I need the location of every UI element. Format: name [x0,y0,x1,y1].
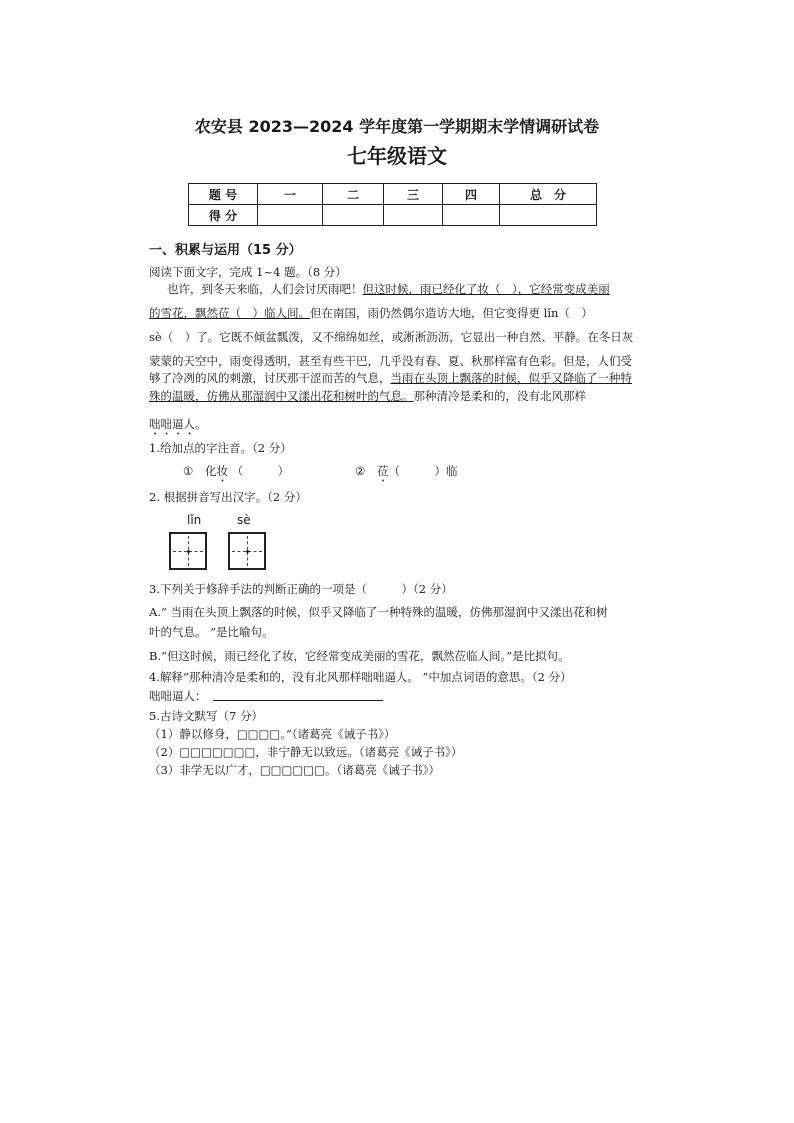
tianzige-grid-2[interactable] [228,532,266,570]
question-1-item-a [183,463,289,485]
item-number: ② [355,464,366,478]
passage-text: 但在南国，雨仍然偶尔造访大地，但它变得更 lǐn（ ） [310,306,593,320]
passage-line [149,416,207,438]
score-box[interactable] [258,205,323,226]
grid-center-dot [246,550,249,553]
score-cell-part4: 四 [443,184,500,205]
question-4-stem: 4.解释“那种清冷是柔和的，没有北风那样咄咄逼人。 ”中加点词语的意思。（2 分） [149,670,572,684]
item-number: ① [183,464,194,478]
score-box[interactable] [443,205,500,226]
question-1-item-b [355,463,457,485]
score-table [188,183,597,226]
section-heading: 一、积累与运用（15 分） [149,243,302,258]
pinyin-label: sè [237,513,251,527]
score-cell-label: 题 号 [189,184,258,205]
score-cell-part3: 三 [384,184,443,205]
score-table-header-row [189,184,597,205]
question-5-line-2[interactable]: （2）□□□□□□□，非宁静无以致远。（诸葛亮《诫子书》） [149,745,463,759]
passage-text: 够了冷冽的风的刺激，讨厌那干涩而苦的气息， [149,371,391,385]
pinyin-label: lǐn [187,513,202,527]
passage-line [149,305,593,321]
question-5-line-3[interactable]: （3）非学无以广才，□□□□□□。（诸葛亮《诫子书》） [149,763,441,777]
passage-underlined-text: 殊的温暖，仿佛从那湿润中又漾出花和树叶的气息。 [149,389,414,403]
passage-text: 那种清冷是柔和的，没有北风那样 [413,389,586,403]
score-box[interactable] [323,205,384,226]
question-5-stem: 5.古诗文默写（7 分） [149,709,263,723]
item-dotted-char: 莅 [376,464,389,478]
score-table-score-row [189,205,597,226]
score-cell-part1: 一 [258,184,323,205]
tianzige-grid-1[interactable] [169,532,207,570]
passage-line [167,281,610,297]
item-dotted-char: 妆 [216,464,228,478]
exam-subtitle: 七年级语文 [347,144,447,168]
passage-line [149,370,632,386]
score-box[interactable] [384,205,443,226]
question-4-label: 咄咄逼人： [149,689,207,703]
question-4-answer-line[interactable] [213,699,383,701]
passage-line: 蒙蒙的天空中，雨变得透明，甚至有些干巴，几乎没有春、夏、秋那样富有色彩。但是，人们受 [149,354,632,368]
answer-blank[interactable]: （ ） [231,464,290,478]
reading-intro: 阅读下面文字，完成 1~4 题。（8 分） [149,265,347,279]
exam-title: 农安县 2023—2024 学年度第一学期期末学情调研试卷 [194,117,600,136]
grid-center-dot [187,550,190,553]
passage-line [149,388,586,404]
question-2-stem: 2. 根据拼音写出汉字。（2 分） [149,490,307,504]
question-3-option-a-cont: 叶的气息。 ”是比喻句。 [149,625,274,639]
question-3-option-a[interactable]: A.“ 当雨在头顶上飘落的时候，似乎又降临了一种特殊的温暖，仿佛那湿润中又漾出花和树 [149,605,608,619]
question-5-line-1[interactable]: （1）静以修身，□□□□。”（诸葛亮《诫子书》） [149,727,396,741]
question-3-option-b[interactable]: B.“但这时候，雨已经化了妆，它经常变成美丽的雪花，飘然莅临人间。”是比拟句。 [149,649,570,663]
score-cell-total: 总 分 [500,184,597,205]
question-3-stem: 3.下列关于修辞手法的判断正确的一项是（ ）（2 分） [149,582,453,596]
item-text: 化 [204,464,217,478]
passage-underlined-text: 但这时候，雨已经化了妆（ ），它经常变成美丽 [362,282,610,296]
passage-dotted-text: 咄咄逼人。 [149,417,207,431]
answer-blank[interactable]: （ ）临 [388,464,458,478]
passage-text: 也许，到冬天来临，人们会讨厌雨吧！ [167,282,363,296]
question-1-stem: 1.给加点的字注音。（2 分） [149,441,292,455]
score-box[interactable] [500,205,597,226]
passage-line: sè（ ）了。它既不倾盆瓢泼，又不绵绵如丝，或淅淅沥沥，它显出一种自然、平静。在冬日灰 [149,330,634,344]
passage-underlined-text: 当雨在头顶上飘落的时候，似乎又降临了一种特 [390,371,632,385]
passage-underlined-text: 的雪花，飘然莅（ ）临人间。 [149,306,310,320]
score-cell-part2: 二 [323,184,384,205]
score-row-label: 得 分 [189,205,258,226]
